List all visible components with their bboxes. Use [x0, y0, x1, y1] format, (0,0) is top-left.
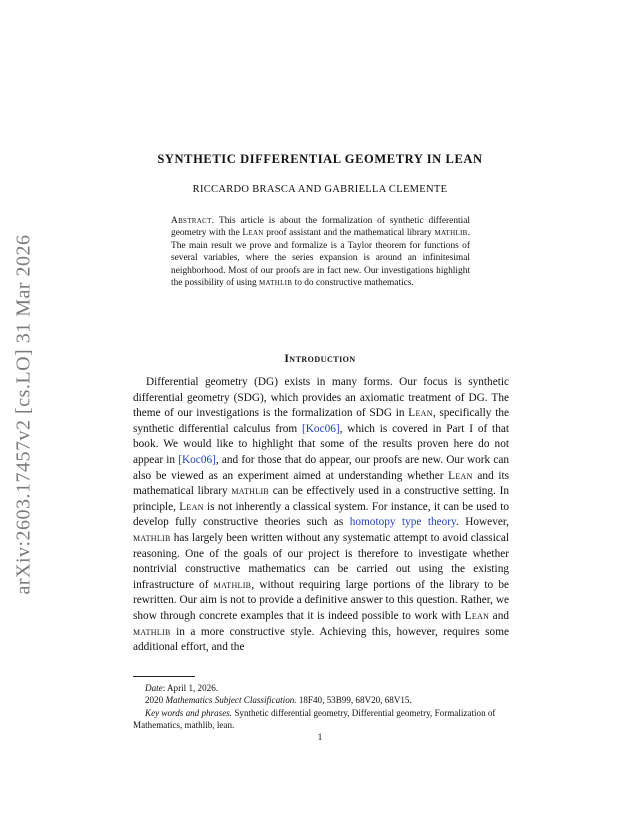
- paper-authors: RICCARDO BRASCA AND GABRIELLA CLEMENTE: [192, 184, 448, 195]
- footnote-keywords-label: Key words and phrases.: [145, 707, 233, 718]
- citation-link-koc06[interactable]: [Koc06]: [302, 422, 340, 435]
- footnote-date-label: Date: [145, 683, 163, 693]
- footnote-keywords: [133, 707, 509, 732]
- mathlib-name: mathlib: [133, 531, 171, 544]
- mathlib-name: mathlib: [133, 625, 171, 638]
- homotopy-type-theory-link[interactable]: homotopy type theory: [349, 516, 456, 529]
- body-text: . However,: [455, 516, 509, 529]
- body-text: and: [489, 609, 509, 622]
- body-text: is not inherently a classical system. For instance, it can be used to develop fully constructive theories such as: [133, 500, 509, 529]
- mathlib-name: mathlib: [259, 278, 293, 289]
- lean-name: Lean: [464, 609, 490, 622]
- body-text: in a more constructive style. Achieving this, however, requires some additional effort, and the: [133, 625, 509, 654]
- section-heading-introduction: Introduction: [284, 353, 356, 365]
- abstract-text: This article is about the formalization of synthetic differential geometry with the: [171, 216, 470, 239]
- abstract-label: Abstract.: [171, 216, 215, 226]
- citation-link-koc06[interactable]: [Koc06]: [178, 453, 216, 466]
- mathlib-name: mathlib: [434, 228, 468, 239]
- footnotes: [133, 682, 509, 732]
- body-text: , and for those that do appear, our proofs are new. Our work can also be viewed as an experiment aimed at understanding whether: [133, 453, 509, 482]
- body-text: , specifically the synthetic differential calculus from: [133, 407, 509, 435]
- abstract-text: to do constructive mathematics.: [292, 278, 414, 289]
- lean-name: Lean: [242, 228, 264, 239]
- lean-name: Lean: [179, 500, 204, 513]
- footnote-date-value: : April 1, 2026.: [162, 683, 219, 693]
- body-text: can be effectively used in a constructive setting. In principle,: [133, 485, 509, 513]
- footnote-msc-value: 18F40, 53B99, 68V20, 68V15.: [296, 695, 412, 706]
- footnote-msc-prefix: 2020: [145, 695, 166, 706]
- abstract-text: . The main result we prove and formalize is a Taylor theorem for functions of several variables, where the series expansion is around an infinitesimal neighborhood. Most of our proofs are in fact new. Our investigations highlight the possibility of using: [171, 228, 470, 289]
- paper-title: SYNTHETIC DIFFERENTIAL GEOMETRY IN LEAN: [157, 152, 483, 166]
- mathlib-name: mathlib: [231, 485, 270, 498]
- lean-name: Lean: [448, 469, 473, 482]
- abstract: [171, 215, 470, 289]
- body-text: , which is covered in Part I of that book. We would like to highlight that some of the results proven here do not appear in: [133, 422, 509, 466]
- body-text: Differential geometry (DG) exists in many forms. Our focus is synthetic differential geometry (SDG), which provides an axiomatic treatment of DG. The theme of our investigations is the formalization of SDG in: [133, 376, 509, 420]
- mathlib-name: mathlib: [213, 578, 252, 591]
- introduction-paragraph: [133, 375, 509, 656]
- footnote-msc-label: Mathematics Subject Classification.: [165, 695, 297, 706]
- footnote-keywords-value: Synthetic differential geometry, Differential geometry, Formalization of Mathematics, mathlib, lean.: [133, 707, 496, 731]
- arxiv-identifier-stamp: [6, 214, 42, 614]
- body-text: has largely been written without any systematic attempt to avoid classical reasoning. One of the goals of our project is therefore to investigate whether nontrivial constructive mathematics can be carried out using the existing infrastructure of: [133, 531, 509, 591]
- footnote-date: [133, 682, 509, 694]
- lean-name: Lean: [408, 407, 433, 420]
- footnote-divider: [133, 676, 195, 677]
- body-text: , without requiring large portions of the library to be rewritten. Our aim is not to provide a definitive answer to this question. Rather, we show through concrete examples that it is indeed possible to work with: [133, 578, 509, 622]
- body-text: and its mathematical library: [133, 469, 509, 498]
- arxiv-identifier-text: arXiv:2603.17457v2 [cs.LO] 31 Mar 2026: [12, 233, 35, 595]
- abstract-text: proof assistant and the mathematical library: [263, 228, 435, 239]
- page-number: 1: [317, 733, 323, 743]
- footnote-msc: [133, 694, 509, 706]
